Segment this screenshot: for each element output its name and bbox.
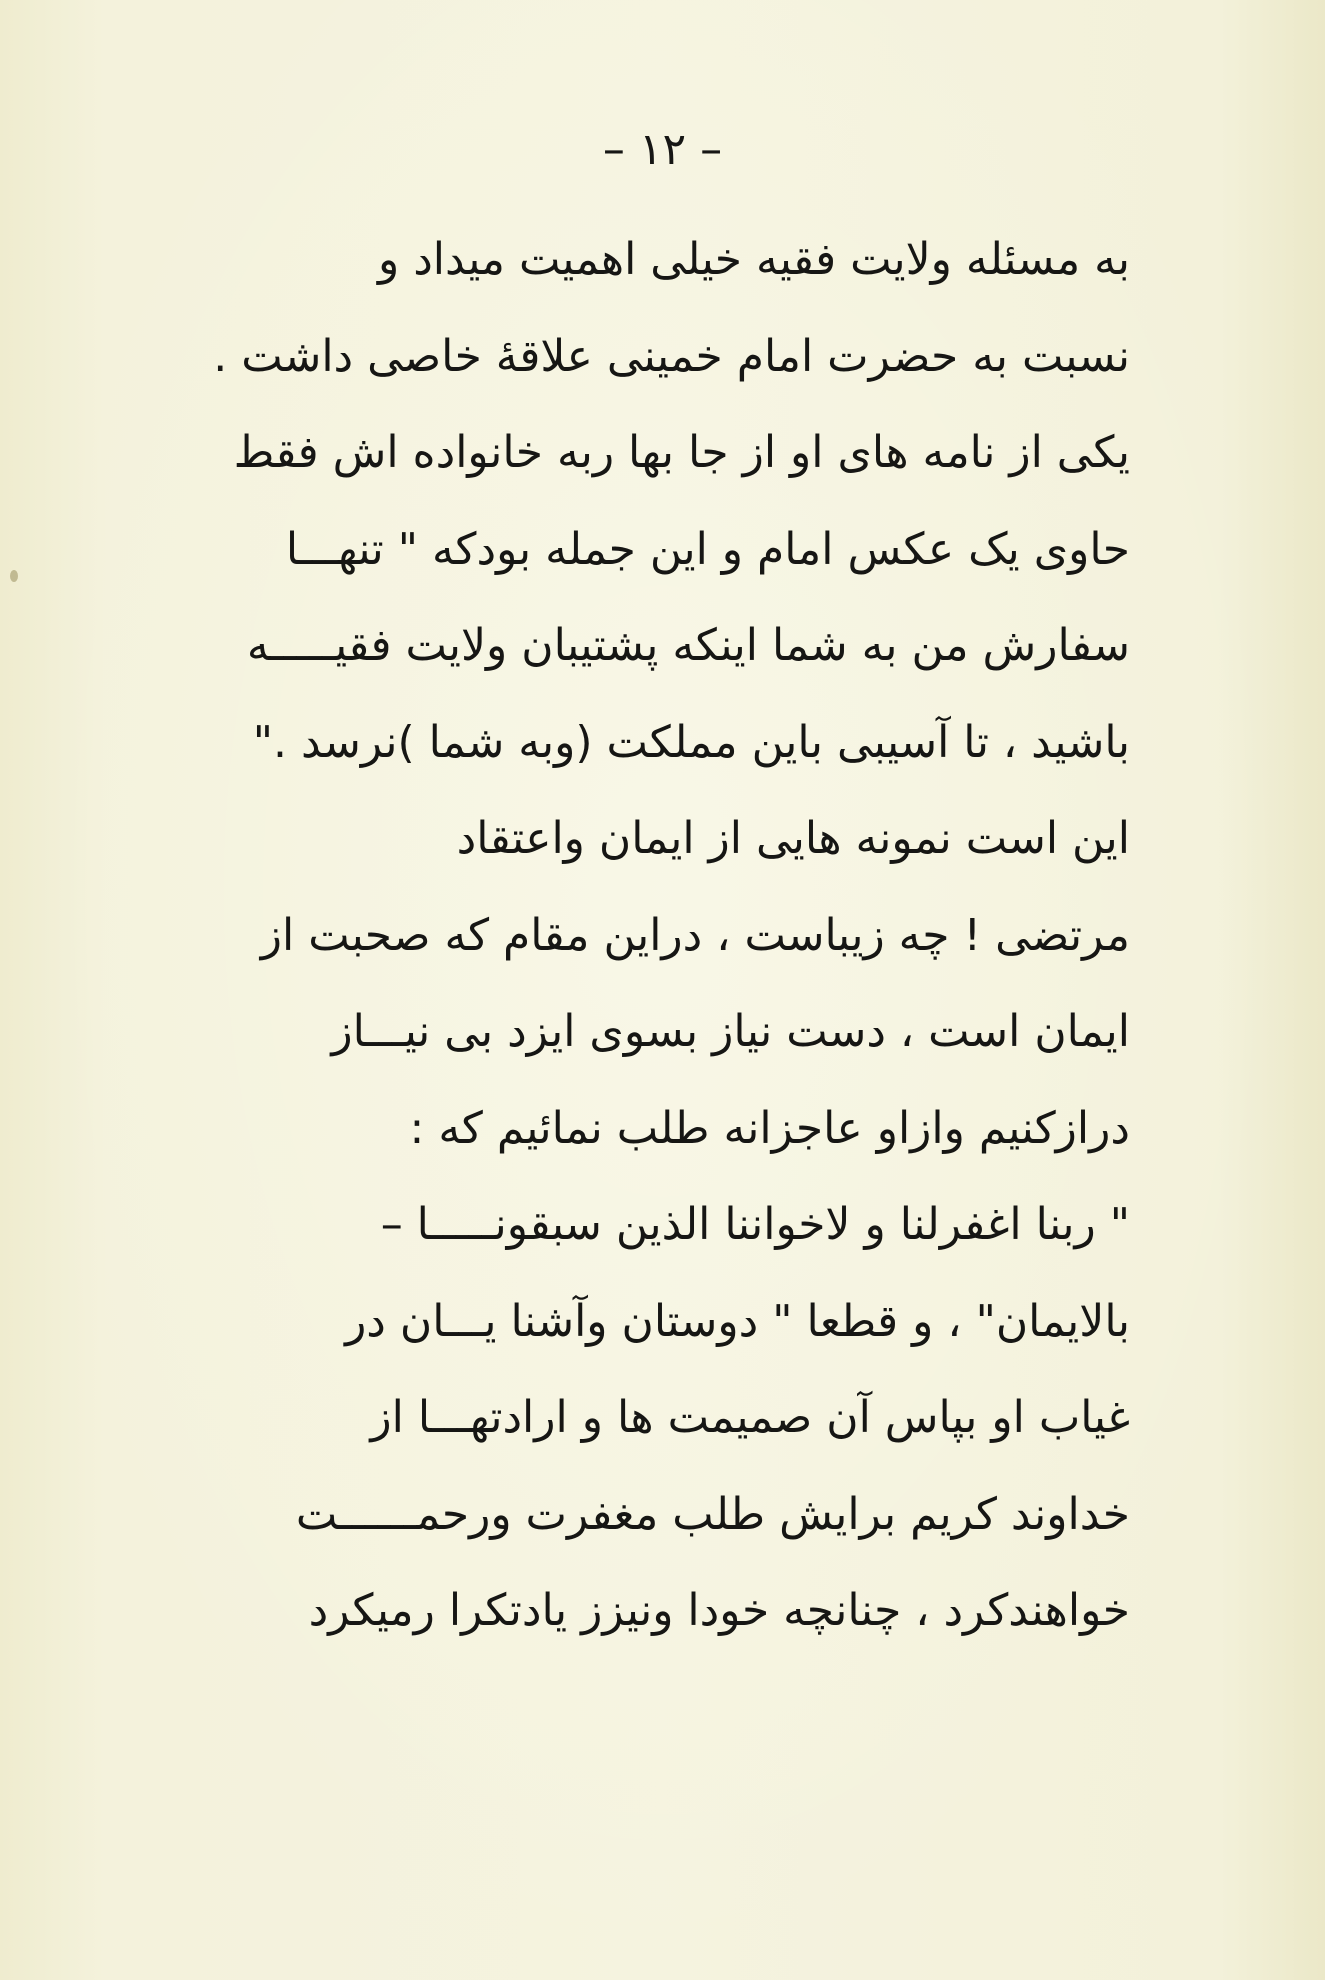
text-line: ایمان است ، دست نیاز بسوی ایزد بی نیـــاز: [331, 1006, 1130, 1057]
text-line: یکی از نامه های او از جا بها ربه خانواده اش فقط: [233, 427, 1130, 478]
ink-stain: [10, 570, 18, 582]
text-line: " ربنا اغفرلنا و لاخواننا الذین سبقونـــــا –: [380, 1199, 1130, 1250]
text-line: مرتضی ! چه زیباست ، دراین مقام که صحبت از: [260, 909, 1130, 961]
text-line: سفارش من به شما اینکه پشتیبان ولایت فقیـــــه: [246, 620, 1130, 671]
text-line: حاوی یک عکس امام و این جمله بودکه " تنهـــا: [285, 523, 1130, 575]
text-line: به مسئله ولایت فقیه خیلی اهمیت میداد و: [377, 234, 1130, 285]
text-line: نسبت به حضرت امام خمینی علاقهٔ خاصی داشت .: [213, 330, 1130, 382]
text-line: غیاب او بپاس آن صمیمت ها و ارادتهـــا از: [370, 1392, 1130, 1443]
page-number: – ۱۲ –: [602, 124, 723, 175]
body-text: [150, 230, 1130, 1678]
text-line: باشید ، تا آسیبی باین مملکت (وبه شما )نرسد .": [252, 716, 1130, 768]
text-line: خداوند کریم برایش طلب مغفرت ورحمــــــت: [295, 1488, 1130, 1540]
text-line: بالایمان" ، و قطعا " دوستان وآشنا یـــان در: [345, 1295, 1130, 1347]
text-line: این است نمونه هایی از ایمان واعتقاد: [456, 813, 1130, 864]
text-line: خواهندکرد ، چنانچه خودا ونیزز یادتکرا رمیکرد: [308, 1585, 1130, 1636]
text-line: درازکنیم وازاو عاجزانه طلب نمائیم که :: [409, 1102, 1130, 1154]
